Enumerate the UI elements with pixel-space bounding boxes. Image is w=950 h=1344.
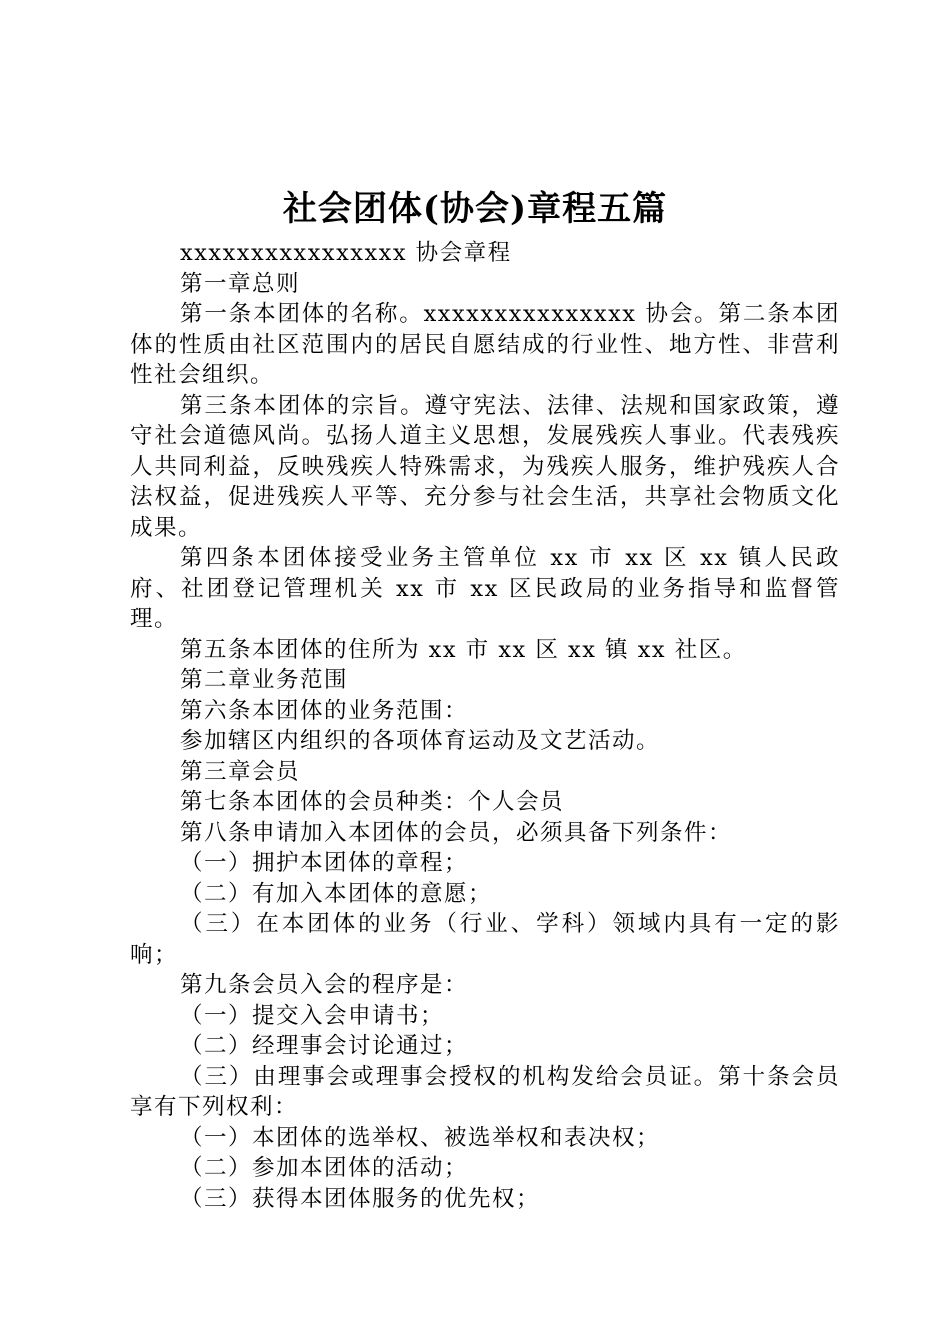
paragraph-4: 第三条本团体的宗旨。遵守宪法、法律、法规和国家政策，遵守社会道德风尚。弘扬人道主义思想，发展残疾人事业。代表残疾人共同利益，反映残疾人特殊需求，为残疾人服务，维护残疾人合法权益，促进残疾人平等、充分参与社会生活，共享社会物质文化成果。	[130, 392, 840, 541]
paragraph-1: xxxxxxxxxxxxxxxx 协会章程	[180, 240, 512, 266]
paragraph-8: 第六条本团体的业务范围：	[180, 697, 469, 724]
paragraph-17: （一）提交入会申请书；	[180, 1002, 445, 1029]
document-body	[130, 238, 840, 1214]
paragraph-20: （一）本团体的选举权、被选举权和表决权；	[180, 1124, 661, 1151]
paragraph-12: 第八条申请加入本团体的会员，必须具备下列条件：	[180, 819, 733, 846]
paragraph-9: 参加辖区内组织的各项体育运动及文艺活动。	[180, 728, 661, 754]
paragraph-11: 第七条本团体的会员种类：个人会员	[180, 789, 565, 815]
paragraph-13: （一）拥护本团体的章程；	[180, 850, 469, 876]
paragraph-7: 第二章业务范围	[180, 667, 349, 693]
document-title: 社会团体(协会)章程五篇	[282, 189, 668, 229]
paragraph-19: （三）由理事会或理事会授权的机构发给会员证。第十条会员享有下列权利：	[130, 1063, 840, 1120]
paragraph-16: 第九条会员入会的程序是：	[180, 972, 469, 998]
paragraph-21: （二）参加本团体的活动；	[180, 1155, 469, 1181]
paragraph-5: 第四条本团体接受业务主管单位 xx 市 xx 区 xx 镇人民政府、社团登记管理机关 xx 市 xx 区民政局的业务指导和监督管理。	[130, 545, 840, 632]
paragraph-10: 第三章会员	[180, 758, 301, 785]
paragraph-6: 第五条本团体的住所为 xx 市 xx 区 xx 镇 xx 社区。	[180, 636, 747, 663]
paragraph-14: （二）有加入本团体的意愿；	[180, 880, 493, 907]
paragraph-18: （二）经理事会讨论通过；	[180, 1033, 469, 1059]
paragraph-15: （三）在本团体的业务（行业、学科）领域内具有一定的影响；	[130, 911, 840, 968]
paragraph-3: 第一条本团体的名称。xxxxxxxxxxxxxxx 协会。第二条本团体的性质由社区范围内的居民自愿结成的行业性、地方性、非营利性社会组织。	[130, 301, 840, 388]
paragraph-2: 第一章总则	[180, 270, 301, 297]
paragraph-22: （三）获得本团体服务的优先权；	[180, 1185, 541, 1212]
